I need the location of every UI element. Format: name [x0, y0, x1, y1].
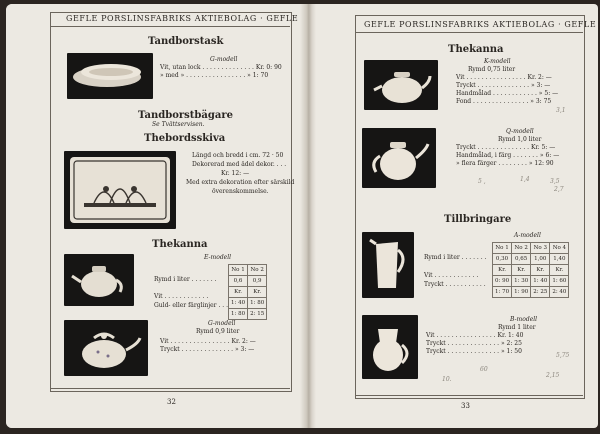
tillbringare-b-subtitle: Rymd 1 liter: [498, 324, 536, 331]
book-spine: [300, 4, 316, 428]
pencil-note: 10.: [442, 376, 452, 383]
tillbringare-title: Tillbringare: [444, 214, 512, 225]
table-cell: 0,6: [229, 276, 248, 287]
table-cell: 1: 40: [229, 298, 248, 309]
table-row: [493, 276, 569, 287]
pencil-note: 3,1: [556, 107, 566, 114]
table-cell: 1: 80: [248, 298, 267, 309]
tillbringare-row-label-4: Tryckt . . . . . . . . . . .: [424, 281, 486, 288]
thekanna-k-line-2: Tryckt . . . . . . . . . . . . . . » 3: —: [456, 82, 551, 89]
thekanna-k-photo: [364, 60, 438, 110]
tillbringare-a-photo: [362, 232, 414, 298]
thekanna-g-line-2: Tryckt . . . . . . . . . . . . . . » 3: —: [160, 346, 255, 353]
tandborstask-title: Tandborstask: [148, 36, 224, 47]
right-header-rule: [355, 32, 583, 33]
thekanna-k-line-4: Fond . . . . . . . . . . . . . . . » 3: 75: [456, 98, 552, 105]
teapot-k-image: [364, 60, 438, 110]
pitcher-a-image: [362, 232, 414, 298]
thekanna-q-model: Q-modell: [506, 128, 534, 135]
pencil-note: 5,75: [556, 352, 570, 359]
tillbringare-row-label-1: Rymd i liter . . . . . . .: [424, 254, 487, 261]
table-cell: 2: 25: [531, 287, 550, 298]
right-running-header: GEFLE PORSLINSFABRIKS AKTIEBOLAG · GEFLE: [364, 20, 597, 29]
thebordsskiva-line-5: överenskommelse.: [212, 188, 269, 195]
table-cell: 1: 30: [512, 276, 531, 287]
thekanna-g-line-1: Vit . . . . . . . . . . . . . . . . Kr. 2: —: [160, 338, 256, 345]
table-header-cell: No 2: [248, 265, 267, 276]
thekanna-e-row-label-1: Rymd i liter . . . . . . .: [154, 276, 217, 283]
table-cell: Kr.: [531, 265, 550, 276]
thebordsskiva-line-4: Med extra dekoration efter särskild: [186, 179, 295, 186]
pencil-note: 2,7: [554, 186, 564, 193]
thekanna-e-model: E-modell: [204, 254, 232, 261]
thekanna-e-row-label-3: Vit . . . . . . . . . . . .: [154, 293, 209, 300]
table-cell: Kr.: [512, 265, 531, 276]
table-header-cell: No 1: [493, 243, 512, 254]
tandborstbagare-title: Tandborstbägare: [138, 110, 233, 121]
tillbringare-b-model: B-modell: [510, 316, 538, 323]
tandborstask-line-1: Vit, utan lock . . . . . . . . . . . . . . Kr. 0: 90: [160, 64, 282, 71]
tray-image: [64, 151, 176, 229]
left-header-rule: [50, 26, 290, 27]
thebordsskiva-line-1: Längd och bredd i cm. 72 · 50: [192, 152, 284, 159]
table-row: [229, 287, 267, 298]
tillbringare-b-photo: [362, 315, 418, 379]
table-row: [229, 298, 267, 309]
table-header-cell: No 2: [512, 243, 531, 254]
tillbringare-row-label-3: Vit . . . . . . . . . . . .: [424, 272, 479, 279]
thekanna-q-line-2: Handmålad, i färg . . . . . . . » 6: —: [456, 152, 560, 159]
right-page-number: 33: [461, 402, 470, 410]
tillbringare-price-table: [492, 242, 569, 298]
table-row: [229, 276, 267, 287]
table-header-cell: No 3: [531, 243, 550, 254]
thekanna-q-photo: [362, 128, 436, 188]
thekanna-q-subtitle: Rymd 1,0 liter: [498, 136, 542, 143]
table-header-cell: No 4: [550, 243, 569, 254]
tillbringare-b-line-3: Tryckt . . . . . . . . . . . . . . » 1: 50: [426, 348, 522, 355]
thekanna-q-line-1: Tryckt . . . . . . . . . . . . . . Kr. 5: —: [456, 144, 556, 151]
table-cell: 2: 15: [248, 309, 267, 320]
left-page-number: 32: [167, 398, 176, 406]
thekanna-k-model: K-modell: [484, 58, 511, 65]
teapot-q-image: [362, 128, 436, 188]
thekanna-g-photo: [64, 320, 148, 376]
table-cell: 1: 60: [550, 276, 569, 287]
tandborstask-line-2: » med » . . . . . . . . . . . . . . . . » 1: 70: [160, 72, 269, 79]
pencil-note: 3,5: [550, 178, 560, 185]
table-cell: 1: 70: [493, 287, 512, 298]
table-cell: 1: 90: [512, 287, 531, 298]
table-cell: 0,30: [493, 254, 512, 265]
tillbringare-b-line-2: Tryckt . . . . . . . . . . . . . . » 2: 25: [426, 340, 522, 347]
table-cell: Kr.: [550, 265, 569, 276]
pencil-note: 1,4: [520, 176, 530, 183]
left-footer-rule: [50, 388, 290, 389]
thekanna-g-model: G-modell: [208, 320, 236, 327]
thekanna-g-subtitle: Rymd 0,9 liter: [196, 328, 240, 335]
table-cell: 0,9: [248, 276, 267, 287]
table-row: [493, 254, 569, 265]
table-cell: Kr.: [229, 287, 248, 298]
table-cell: Kr.: [248, 287, 267, 298]
thekanna-k-subtitle: Rymd 0,75 liter: [468, 66, 516, 73]
thekanna-k-title: Thekanna: [448, 44, 504, 55]
table-cell: 0,65: [512, 254, 531, 265]
pitcher-b-image: [362, 315, 418, 379]
table-cell: Kr.: [493, 265, 512, 276]
table-row: [229, 265, 267, 276]
table-cell: 2: 40: [550, 287, 569, 298]
thebordsskiva-line-2: Dekorerad med ädel dekor. . . .: [192, 161, 287, 168]
thekanna-e-row-label-4: Guld- eller färglinjer . . .: [154, 302, 228, 309]
thekanna-k-line-1: Vit . . . . . . . . . . . . . . . . Kr. 2: —: [456, 74, 552, 81]
pencil-note: 60: [480, 366, 488, 373]
table-cell: 1,40: [550, 254, 569, 265]
table-cell: 0: 90: [493, 276, 512, 287]
tillbringare-b-line-1: Vit . . . . . . . . . . . . . . . . Kr. 1: 40: [426, 332, 524, 339]
thebordsskiva-line-3: Kr. 12: —: [221, 170, 250, 177]
table-cell: 1: 40: [531, 276, 550, 287]
left-running-header: GEFLE PORSLINSFABRIKS AKTIEBOLAG · GEFLE: [66, 14, 299, 23]
tandborstbagare-subtitle: Se Tvättservisen.: [152, 121, 205, 128]
tandborstask-photo: [67, 53, 153, 99]
table-header-cell: No 1: [229, 265, 248, 276]
table-cell: 1: 80: [229, 309, 248, 320]
thebordsskiva-title: Thebordsskiva: [144, 133, 226, 144]
thekanna-e-price-table: [228, 264, 267, 320]
pencil-note: 5 ,: [478, 178, 486, 185]
thekanna-q-line-3: » flera färger . . . . . . . . » 12: 90: [456, 160, 554, 167]
table-row: [493, 287, 569, 298]
pencil-note: 2,15: [546, 372, 560, 379]
tandborstask-model: G-modell: [210, 56, 238, 63]
teapot-e-image: [64, 254, 134, 306]
table-row: [493, 243, 569, 254]
thekanna-e-photo: [64, 254, 134, 306]
thebordsskiva-photo: [64, 151, 176, 229]
table-row: [229, 309, 267, 320]
thekanna-k-line-3: Handmålad . . . . . . . . . . . . » 5: —: [456, 90, 559, 97]
table-row: [493, 265, 569, 276]
table-cell: 1,00: [531, 254, 550, 265]
tandborstask-image: [67, 53, 153, 99]
right-footer-rule: [355, 395, 583, 396]
thekanna-e-title: Thekanna: [152, 239, 208, 250]
teapot-g-image: [64, 320, 148, 376]
tillbringare-model: A-modell: [514, 232, 541, 239]
